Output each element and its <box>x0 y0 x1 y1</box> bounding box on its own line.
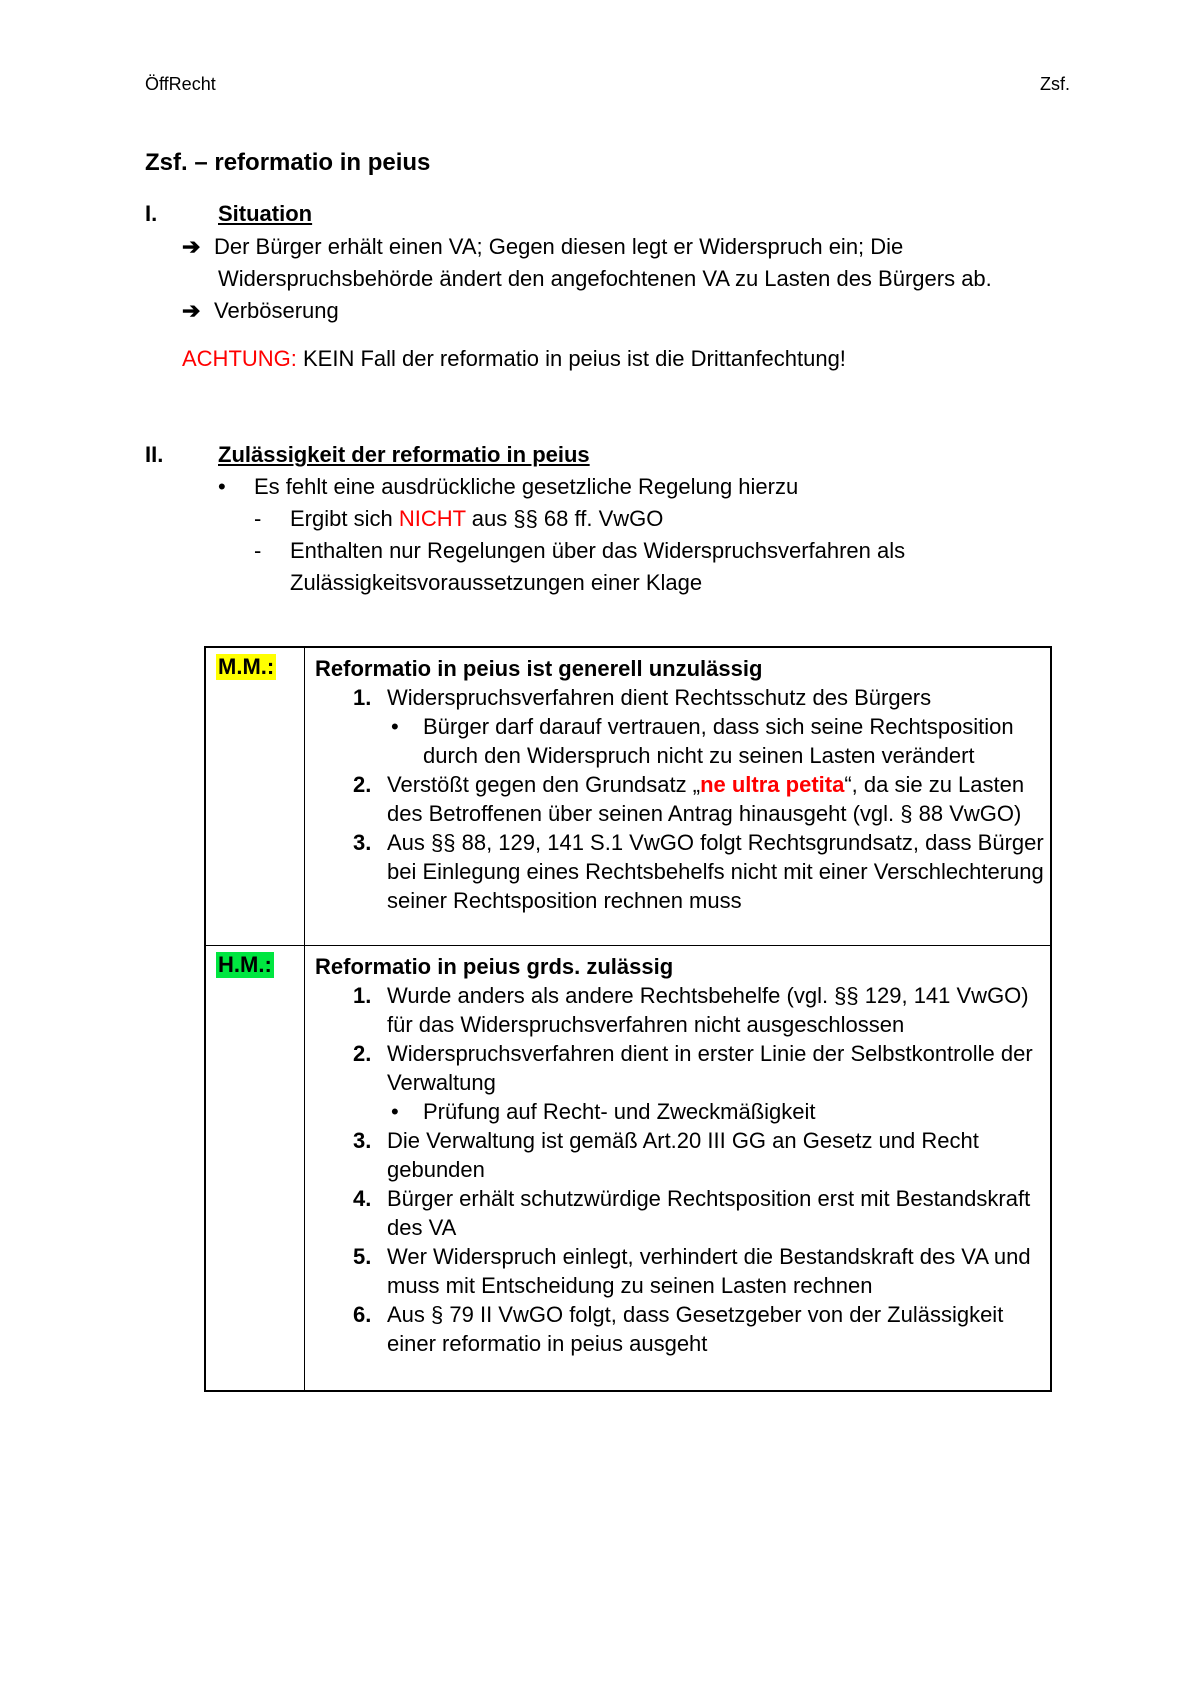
section2-bullet <box>218 472 798 502</box>
list-item <box>315 1039 1044 1097</box>
achtung-label: ACHTUNG: <box>182 346 297 371</box>
item-text-post: “, da sie zu Lasten des Betroffenen über seinen Antrag hinausgeht (vgl. § 88 VwGO) <box>387 772 1025 826</box>
mm-heading: Reformatio in peius ist generell unzulässig <box>315 656 763 681</box>
header-left: ÖffRecht <box>145 74 216 94</box>
item-number: 1. <box>353 685 372 710</box>
hm-tag: H.M.: <box>218 951 272 977</box>
dash-icon: - <box>254 538 262 563</box>
item-text: Bürger erhält schutzwürdige Rechtsposition erst mit Bestandskraft des VA <box>387 1185 1031 1240</box>
dash2-line1: Enthalten nur Regelungen über das Widerspruchsverfahren als <box>290 538 906 563</box>
dash-icon: - <box>254 506 262 531</box>
section1-roman: I. <box>145 201 158 226</box>
item-number: 6. <box>353 1301 372 1327</box>
list-item <box>315 1184 1044 1242</box>
arrow-item-text: Verböserung <box>214 298 339 323</box>
achtung-note <box>182 344 846 374</box>
section2-dash-1 <box>254 504 663 534</box>
section2-roman: II. <box>145 442 164 467</box>
section2-dash-2-cont: Zulässigkeitsvoraussetzungen einer Klage <box>290 570 703 595</box>
item-number: 3. <box>353 830 372 855</box>
hm-label-cell <box>205 945 305 1391</box>
list-item <box>315 828 1044 915</box>
list-item <box>315 1300 1044 1358</box>
arrow-item-text: Der Bürger erhält einen VA; Gegen diesen legt er Widerspruch ein; Die <box>214 234 904 259</box>
subitem-text: Bürger darf darauf vertrauen, dass sich seine Rechtsposition durch den Widerspruch nicht zu seinen Lasten verändert <box>423 714 1014 768</box>
section1-heading: Situation <box>218 201 313 226</box>
section1-arrow-item-2 <box>182 296 339 326</box>
item-number: 1. <box>353 982 372 1008</box>
dash1-post: aus §§ 68 ff. VwGO <box>465 506 664 531</box>
subitem-text: Prüfung auf Recht- und Zweckmäßigkeit <box>423 1098 816 1124</box>
table-row-mm <box>205 647 1051 945</box>
opinion-table <box>204 646 1052 1392</box>
list-item <box>315 683 1044 712</box>
list-item <box>315 981 1044 1039</box>
section2-heading: Zulässigkeit der reformatio in peius <box>218 442 590 467</box>
list-item <box>315 1242 1044 1300</box>
item-text: Widerspruchsverfahren dient in erster Linie der Selbstkontrolle der Verwaltung <box>387 1040 1033 1095</box>
section2-dash-2 <box>254 536 905 566</box>
list-subitem <box>315 1097 1044 1126</box>
dash1-red: NICHT <box>398 506 466 531</box>
item-number: 2. <box>353 1040 372 1066</box>
dash1-pre: Ergibt sich <box>290 506 399 531</box>
page-title: Zsf. – reformatio in peius <box>145 149 431 176</box>
item-text: Widerspruchsverfahren dient Rechtsschutz des Bürgers <box>387 685 932 710</box>
item-text: Die Verwaltung ist gemäß Art.20 III GG an Gesetz und Recht gebunden <box>387 1127 979 1182</box>
item-number: 5. <box>353 1243 372 1269</box>
item-number: 2. <box>353 772 372 797</box>
item-text-pre: Verstößt gegen den Grundsatz „ <box>387 772 701 797</box>
header-right: Zsf. <box>1040 74 1070 94</box>
item-text: Aus § 79 II VwGO folgt, dass Gesetzgeber von der Zulässigkeit einer reformatio in peius ausgeht <box>387 1301 1004 1356</box>
list-item <box>315 1126 1044 1184</box>
bullet-text: Es fehlt eine ausdrückliche gesetzliche Regelung hierzu <box>254 474 799 499</box>
mm-content-cell <box>305 647 1052 945</box>
mm-tag: M.M.: <box>218 654 275 679</box>
hm-heading: Reformatio in peius grds. zulässig <box>315 953 674 979</box>
bullet-icon: • <box>218 474 226 499</box>
item-text-red: ne ultra petita <box>700 772 845 797</box>
section1-arrow-item-1 <box>182 232 903 262</box>
item-text: Wer Widerspruch einlegt, verhindert die Bestandskraft des VA und muss mit Entscheidung zu seinen Lasten rechnen <box>387 1243 1031 1298</box>
arrow-icon: ➔ <box>182 234 201 259</box>
bullet-icon: • <box>391 1098 399 1124</box>
section1-arrow-item-1-cont: Widerspruchsbehörde ändert den angefochtenen VA zu Lasten des Bürgers ab. <box>218 266 992 291</box>
hm-content-cell <box>305 945 1052 1391</box>
table-row-hm <box>205 945 1051 1391</box>
arrow-icon: ➔ <box>182 298 201 323</box>
item-number: 4. <box>353 1185 372 1211</box>
item-text: Wurde anders als andere Rechtsbehelfe (vgl. §§ 129, 141 VwGO) für das Widerspruchsverfahren nicht ausgeschlossen <box>387 982 1029 1037</box>
item-number: 3. <box>353 1127 372 1153</box>
list-subitem <box>315 712 1044 770</box>
achtung-text: KEIN Fall der reformatio in peius ist die Drittanfechtung! <box>296 346 846 371</box>
bullet-icon: • <box>391 714 399 739</box>
mm-label-cell <box>205 647 305 945</box>
list-item <box>315 770 1044 828</box>
item-text: Aus §§ 88, 129, 141 S.1 VwGO folgt Rechtsgrundsatz, dass Bürger bei Einlegung eines Rechtsbehelfs nicht mit einer Verschlechterung seiner Rechtsposition rechnen muss <box>387 830 1044 913</box>
